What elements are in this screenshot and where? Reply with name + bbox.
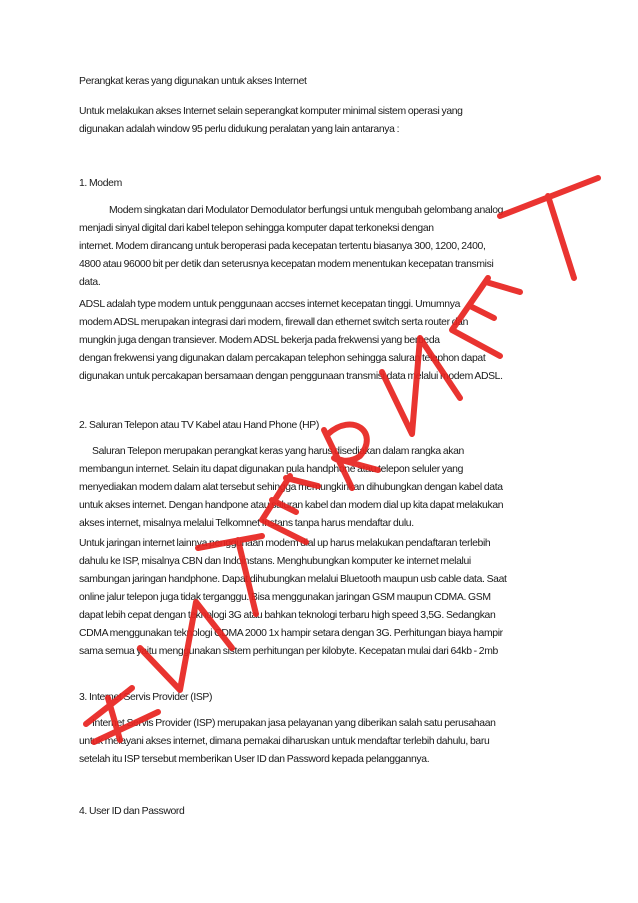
section-paragraph — [79, 296, 563, 386]
section-paragraph — [79, 715, 563, 769]
paragraph-line: dapat lebih cepat dengan teknologi 3G atau bahkan teknologi terbaru high speed 3,5G. Sedangkan — [79, 610, 496, 621]
paragraph-line: 4800 atau 96000 bit per detik dan seterusnya kecepatan modem menentukan kecepatan transmisi — [79, 259, 494, 270]
section-heading-modem — [79, 175, 563, 193]
paragraph-line: mungkin juga dengan transiever. Modem ADSL bekerja pada frekwensi yang berbeda — [79, 335, 440, 346]
intro-title: Perangkat keras yang digunakan untuk akses Internet — [79, 76, 307, 87]
paragraph-line: Untuk melakukan akses Internet selain seperangkat komputer minimal sistem operasi yang — [79, 106, 463, 117]
section-heading-userid — [79, 803, 563, 821]
intro-block — [79, 73, 563, 91]
paragraph-line: Saluran Telepon merupakan perangkat keras yang harus disediakan dalam rangka akan — [92, 446, 464, 457]
section-paragraph — [79, 202, 563, 292]
paragraph-line: membangun internet. Selain itu dapat digunakan pula handphone atau telepon seluler yang — [79, 464, 464, 475]
section-heading: 4. User ID dan Password — [79, 806, 185, 817]
paragraph-line: sama semua yaitu menggunakan sistem perhitungan per kilobyte. Kecepatan mulai dari 64kb - 2mb — [79, 646, 498, 657]
paragraph-line: untuk akses internet. Dengan handpone atau saluran kabel dan modem dial up kita dapat melakukan — [79, 500, 504, 511]
paragraph-line: menjadi sinyal digital dari kabel telepon sehingga komputer dapat terkoneksi dengan — [79, 223, 434, 234]
section-heading-saluran — [79, 417, 563, 435]
paragraph-line: setelah itu ISP tersebut memberikan User ID dan Password kepada pelanggannya. — [79, 754, 430, 765]
paragraph-line: dengan frekwensi yang digunakan dalam percakapan telephon sehingga saluran telephon dapat — [79, 353, 486, 364]
paragraph-line: Internet Servis Provider (ISP) merupakan jasa pelayanan yang diberikan salah satu perusahaan — [92, 718, 496, 729]
section-heading-isp — [79, 689, 563, 707]
paragraph-line: digunakan adalah window 95 perlu didukung peralatan yang lain antaranya : — [79, 124, 400, 135]
section-heading: 1. Modem — [79, 178, 122, 189]
paragraph-line: internet. Modem dirancang untuk beroperasi pada kecepatan tertentu biasanya 300, 1200, 2400, — [79, 241, 486, 252]
paragraph-line: online jalur telepon juga tidak terganggu. Bisa menggunakan jaringan GSM maupun CDMA. GSM — [79, 592, 491, 603]
paragraph-line: Modem singkatan dari Modulator Demodulator berfungsi untuk mengubah gelombang analog — [109, 205, 504, 216]
section-paragraph — [79, 443, 563, 533]
intro-paragraph — [79, 103, 563, 139]
paragraph-line: modem ADSL merupakan integrasi dari modem, firewall dan ethernet switch serta router dan — [79, 317, 469, 328]
section-paragraph — [79, 535, 563, 661]
paragraph-line: dahulu ke ISP, misalnya CBN dan Indoinstans. Menghubungkan komputer ke internet melalui — [79, 556, 471, 567]
paragraph-line: akses internet, misalnya melalui Telkomnet Instans tanpa harus mendaftar dulu. — [79, 518, 414, 529]
paragraph-line: sambungan jaringan handphone. Dapat dihubungkan melalui Bluetooth maupun usb cable data. Saat — [79, 574, 507, 585]
paragraph-line: Untuk jaringan internet lainnya penggunaan modem dial up harus melakukan pendaftaran terlebih — [79, 538, 491, 549]
paragraph-line: data. — [79, 277, 101, 288]
paragraph-line: CDMA menggunakan teknologi CDMA 2000 1x hampir setara dengan 3G. Perhitungan biaya hampir — [79, 628, 503, 639]
paragraph-line: menyediakan modem dalam alat tersebut sehingga memungkinkan dihubungkan dengan kabel data — [79, 482, 503, 493]
paragraph-line: untuk melayani akses internet, dimana pemakai diharuskan untuk mendaftar terlebih dahulu, baru — [79, 736, 490, 747]
section-heading: 2. Saluran Telepon atau TV Kabel atau Hand Phone (HP) — [79, 420, 319, 431]
section-heading: 3. Internet Servis Provider (ISP) — [79, 692, 213, 703]
paragraph-line: ADSL adalah type modem untuk penggunaan accses internet kecepatan tinggi. Umumnya — [79, 299, 460, 310]
paragraph-line: digunakan untuk percakapan bersamaan dengan penggunaan transmisi data melalui modem ADSL. — [79, 371, 503, 382]
